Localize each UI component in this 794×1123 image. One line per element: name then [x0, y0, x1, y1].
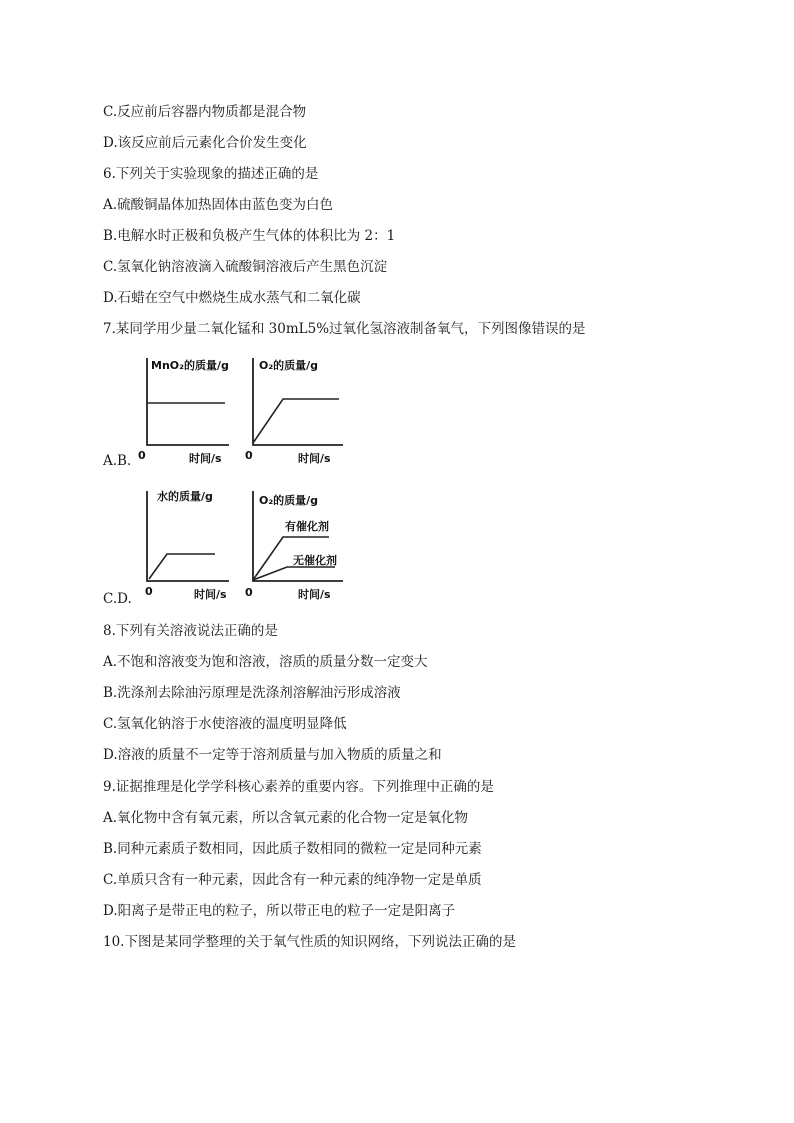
option-c-prev: C.反应前后容器内物质都是混合物	[103, 104, 307, 120]
graph-a-ylabel: MnO₂的质量/g	[151, 359, 229, 372]
q9-option-b: B.同种元素质子数相同，因此质子数相同的微粒一定是同种元素	[103, 841, 482, 857]
graph-b	[243, 350, 358, 468]
graph-a-xlabel: 时间/s	[189, 452, 222, 465]
graph-a	[137, 350, 242, 468]
q8-option-c: C.氢氧化钠溶于水使溶液的温度明显降低	[103, 716, 347, 732]
graph-d-label-catalyst: 有催化剂	[285, 520, 329, 533]
graph-c	[137, 483, 242, 605]
graph-c-origin: 0	[145, 585, 153, 598]
q7-option-ab-label: A.B.	[103, 453, 132, 469]
graph-d-line-no-catalyst	[253, 567, 335, 580]
q7-option-cd-label: C.D.	[103, 591, 132, 607]
graph-d-origin: 0	[245, 586, 253, 599]
q8-option-a: A.不饱和溶液变为饱和溶液，溶质的质量分数一定变大	[103, 654, 428, 670]
q6-option-d: D.石蜡在空气中燃烧生成水蒸气和二氧化碳	[103, 290, 361, 306]
graph-d-ylabel: O₂的质量/g	[259, 494, 319, 507]
question-9: 9.证据推理是化学学科核心素养的重要内容。下列推理中正确的是	[103, 779, 494, 795]
q9-option-c: C.单质只含有一种元素，因此含有一种元素的纯净物一定是单质	[103, 872, 482, 888]
graph-d-xlabel: 时间/s	[298, 588, 331, 601]
q9-option-a: A.氧化物中含有氧元素，所以含氧元素的化合物一定是氧化物	[103, 810, 469, 826]
graph-b-line	[253, 399, 339, 443]
q6-option-a: A.硫酸铜晶体加热固体由蓝色变为白色	[103, 197, 334, 213]
graph-b-ylabel: O₂的质量/g	[259, 359, 319, 372]
q6-option-c: C.氢氧化钠溶液滴入硫酸铜溶液后产生黑色沉淀	[103, 259, 388, 275]
question-6: 6.下列关于实验现象的描述正确的是	[103, 166, 319, 182]
graph-c-ylabel: 水的质量/g	[157, 490, 213, 503]
graph-c-axes	[147, 491, 229, 581]
q8-option-b: B.洗涤剂去除油污原理是洗涤剂溶解油污形成溶液	[103, 685, 401, 701]
q6-option-b: B.电解水时正极和负极产生气体的体积比为 2：1	[103, 228, 396, 244]
graph-d	[243, 483, 358, 605]
question-8: 8.下列有关溶液说法正确的是	[103, 623, 278, 639]
graph-d-label-no-catalyst: 无催化剂	[293, 554, 337, 567]
graph-c-xlabel: 时间/s	[194, 588, 227, 601]
question-7: 7.某同学用少量二氧化锰和 30mL5%过氧化氢溶液制备氧气，下列图像错误的是	[103, 321, 586, 337]
graph-c-line	[149, 554, 215, 579]
question-10: 10.下图是某同学整理的关于氧气性质的知识网络，下列说法正确的是	[103, 934, 516, 950]
q9-option-d: D.阳离子是带正电的粒子，所以带正电的粒子一定是阳离子	[103, 903, 456, 919]
graph-b-origin: 0	[245, 449, 253, 462]
q8-option-d: D.溶液的质量不一定等于溶剂质量与加入物质的质量之和	[103, 747, 442, 763]
option-d-prev: D.该反应前后元素化合价发生变化	[103, 135, 307, 151]
graph-a-origin: 0	[138, 449, 146, 462]
graph-b-xlabel: 时间/s	[298, 452, 331, 465]
